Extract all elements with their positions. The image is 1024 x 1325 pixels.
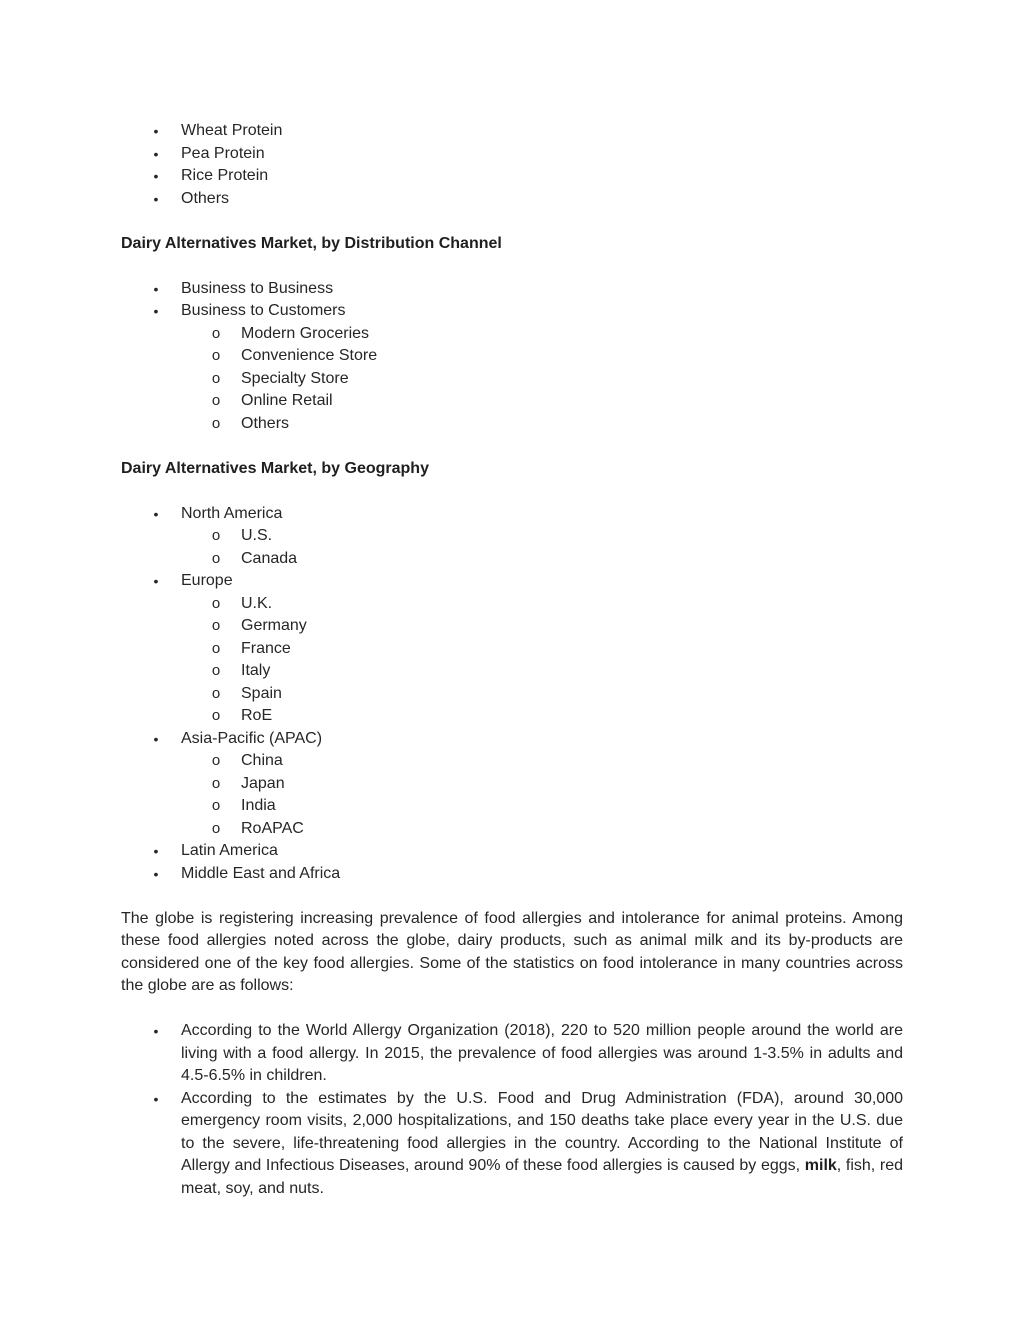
sub-list-item-text: Italy [241,662,271,679]
sub-list-item-text: Online Retail [241,392,333,409]
list-item [121,840,903,863]
stat-list-item [121,1020,903,1088]
sub-list-item-text: Germany [241,617,307,634]
list-item-text: Middle East and Africa [181,864,341,882]
body-paragraph: The globe is registering increasing prevalence of food allergies and intolerance for animal proteins. Among these food allergies noted across the globe, dairy products, such as animal milk and its by-products are considered one of the key food allergies. Some of the statistics on food intolerance in many countries across the globe are as follows: [121,909,903,994]
list-item [121,165,903,188]
list-item-text: Wheat Protein [181,122,283,139]
list-item [121,728,903,751]
sub-list-item [121,638,903,661]
bullet-icon: • [153,303,159,319]
sub-list-item [121,345,903,368]
bullet-icon: • [153,190,159,207]
sub-list-item-text: U.S. [241,527,273,544]
list-item-text: North America [181,504,283,522]
list-item [121,143,903,166]
bullet-icon: • [153,573,159,589]
stat-text-end: , fish, red meat, soy, and nuts. [181,1157,904,1197]
sub-list-item-text: U.K. [241,594,273,612]
bullet-icon: • [153,123,159,139]
sub-list-item-text: India [241,797,276,814]
bullet-icon: • [153,1023,159,1039]
sub-list-item-text: Others [241,414,290,432]
sub-list-item [121,705,903,728]
sub-bullet-icon: o [211,324,221,342]
list-item-text: Pea Protein [181,144,265,162]
sub-list-item [121,390,903,413]
document-content [121,120,903,1200]
sub-list-item-text: RoE [241,707,273,724]
sub-list-item-text: RoAPAC [241,819,304,837]
sub-bullet-icon: o [211,774,221,792]
sub-list-item-text: Spain [241,684,282,702]
sub-bullet-icon: o [211,369,221,387]
sub-list-item [121,413,903,436]
stat-text: According to the estimates by the U.S. Food and Drug Administration (FDA), around 30,000 emergency room visits, 2,000 hospitalizations, and 150 deaths take place every year in the U.S. due to the severe, life-threatening food allergies in the country. According to the National Institute of Allergy and Infectious Diseases, around 90% of these food allergies is caused by eggs, [181,1089,903,1174]
list-item [121,188,903,211]
stat-list-item [121,1088,903,1201]
sub-list-item-text: China [241,752,283,769]
bullet-icon: • [153,1090,159,1107]
list-item-text: Business to Business [181,279,334,297]
sub-list-item-text: Japan [241,774,285,792]
list-item [121,863,903,886]
list-item [121,503,903,526]
sub-bullet-icon: o [211,527,221,544]
sub-bullet-icon: o [211,707,221,724]
list-item-text: Rice Protein [181,167,269,184]
sub-bullet-icon: o [211,617,221,634]
sub-list-item [121,818,903,841]
sub-list-item-text: Modern Groceries [241,324,370,342]
section-heading-distribution: Dairy Alternatives Market, by Distribution Channel [121,234,502,252]
sub-list-item [121,368,903,391]
sub-bullet-icon: o [211,347,221,364]
list-item-text: Latin America [181,842,278,859]
bullet-icon: • [153,145,159,162]
sub-list-item [121,750,903,773]
sub-bullet-icon: o [211,662,221,679]
sub-list-item [121,683,903,706]
sub-bullet-icon: o [211,752,221,769]
stat-text: According to the World Allergy Organization (2018), 220 to 520 million people around the world are living with a food allergy. In 2015, the prevalence of food allergies was around 1-3.5% in adults and 4.5-6.5% in children. [181,1022,903,1084]
section-heading-geography: Dairy Alternatives Market, by Geography [121,459,429,477]
list-item [121,300,903,323]
bold-keyword: milk [804,1157,837,1174]
bullet-icon: • [153,280,159,297]
sub-list-item [121,593,903,616]
list-item-text: Asia-Pacific (APAC) [181,729,323,747]
sub-list-item-text: France [241,639,291,657]
bullet-icon: • [153,505,159,522]
sub-bullet-icon: o [211,639,221,657]
sub-list-item-text: Specialty Store [241,369,349,387]
sub-list-item [121,548,903,571]
list-item-text: Others [181,189,230,207]
bullet-icon: • [153,168,159,184]
bullet-icon: • [153,730,159,747]
list-item [121,120,903,143]
sub-list-item [121,660,903,683]
list-item-text: Business to Customers [181,302,346,319]
sub-bullet-icon: o [211,594,221,612]
sub-list-item [121,323,903,346]
sub-list-item [121,795,903,818]
sub-list-item-text: Canada [241,549,298,567]
sub-list-item-text: Convenience Store [241,347,378,364]
sub-list-item [121,615,903,638]
list-item [121,278,903,301]
sub-bullet-icon: o [211,819,221,837]
sub-bullet-icon: o [211,414,221,432]
sub-list-item [121,773,903,796]
sub-bullet-icon: o [211,797,221,814]
list-item [121,570,903,593]
bullet-icon: • [153,865,159,882]
sub-bullet-icon: o [211,392,221,409]
sub-list-item [121,525,903,548]
sub-bullet-icon: o [211,684,221,702]
bullet-icon: • [153,843,159,859]
list-item-text: Europe [181,572,233,589]
sub-bullet-icon: o [211,549,221,567]
